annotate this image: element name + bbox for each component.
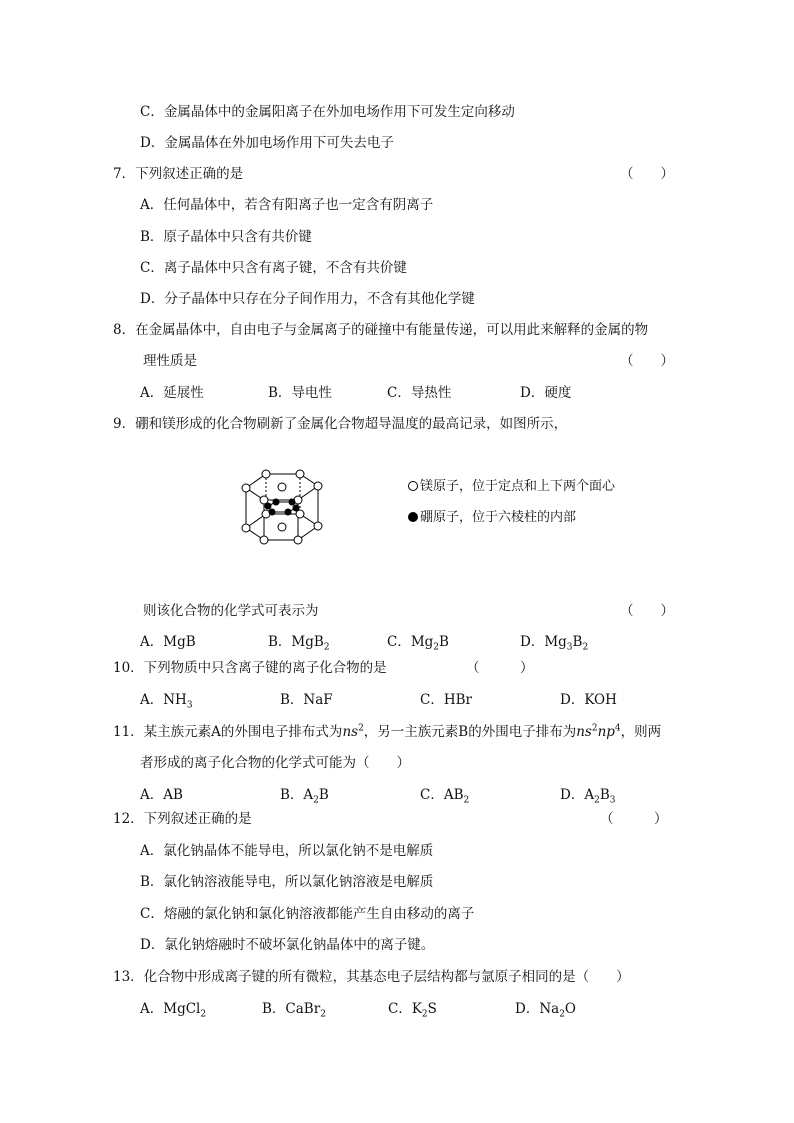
question-8: 8．在金属晶体中，自由电子与金属离子的碰撞中有能量传递，可以用此来解释的金属的物 bbox=[113, 322, 649, 338]
legend-magnesium: 镁原子，位于定点和上下两个面心 bbox=[408, 478, 615, 496]
q10-option-c: C．HBr bbox=[420, 692, 472, 708]
question-10: 10．下列物质中只含离子键的离子化合物的是 bbox=[113, 660, 387, 676]
answer-blank-10: （ ） bbox=[466, 660, 534, 676]
question-11: 11．某主族元素A的外围电子排布式为$ns^2$，另一主族元素B的外围电子排布为$ns^2np^4$，则两 bbox=[113, 723, 662, 740]
question-8-cont: 理性质是 bbox=[143, 353, 197, 369]
q7-option-a: A．任何晶体中，若含有阳离子也一定含有阴离子 bbox=[140, 197, 434, 213]
q11-option-b: B．$A_2B$ bbox=[280, 787, 329, 806]
question-9-ask: 则该化合物的化学式可表示为 bbox=[143, 603, 319, 619]
option-c-prev: C．金属晶体中的金属阳离子在外加电场作用下可发生定向移动 bbox=[140, 104, 515, 120]
mgb2-crystal-figure bbox=[236, 466, 326, 550]
q10-option-b: B．NaF bbox=[280, 692, 333, 708]
q9-option-a: A．MgB bbox=[140, 634, 196, 650]
q8-option-c: C．导热性 bbox=[387, 385, 452, 401]
answer-blank-8: （ ） bbox=[620, 353, 674, 369]
q8-option-d: D．硬度 bbox=[520, 385, 572, 401]
q9-option-c: C．$Mg_2B$ bbox=[387, 634, 449, 653]
question-13: 13．化合物中形成离子键的所有微粒，其基态电子层结构都与氩原子相同的是（ ） bbox=[113, 969, 630, 985]
q9-option-b: B．MgB$_2$ bbox=[268, 634, 330, 653]
question-12: 12．下列叙述正确的是 bbox=[113, 811, 252, 827]
q13-option-b: B．CaBr$_2$ bbox=[262, 1001, 326, 1020]
q7-option-b: B．原子晶体中只含有共价键 bbox=[140, 229, 312, 245]
q7-option-d: D．分子晶体中只存在分子间作用力，不含有其他化学键 bbox=[140, 291, 475, 307]
q12-option-b: B．氯化钠溶液能导电，所以氯化钠溶液是电解质 bbox=[140, 874, 434, 890]
question-9: 9．硼和镁形成的化合物刷新了金属化合物超导温度的最高记录，如图所示， bbox=[113, 416, 568, 432]
q9-option-d: D．$Mg_3B_2$ bbox=[520, 634, 589, 653]
answer-blank-9: （ ） bbox=[620, 603, 674, 619]
q12-option-a: A．氯化钠晶体不能导电，所以氯化钠不是电解质 bbox=[140, 843, 434, 859]
q13-option-d: D．$Na_2O$ bbox=[515, 1001, 576, 1020]
answer-blank-12: （ ） bbox=[600, 811, 668, 827]
q11-option-d: D．$A_2B_3$ bbox=[560, 787, 616, 806]
q8-option-a: A．延展性 bbox=[140, 385, 204, 401]
q11-option-a: A．AB bbox=[140, 787, 183, 803]
q10-option-d: D．KOH bbox=[560, 692, 617, 708]
filled-circle-icon bbox=[408, 512, 418, 522]
question-11-cont: 者形成的离子化合物的化学式可能为（ ） bbox=[140, 755, 410, 771]
answer-blank-7: （ ） bbox=[620, 166, 674, 182]
open-circle-icon bbox=[408, 481, 418, 491]
q11-option-c: C．$AB_2$ bbox=[420, 787, 470, 806]
q8-option-b: B．导电性 bbox=[268, 385, 332, 401]
q13-option-a: A．MgCl$_2$ bbox=[140, 1001, 207, 1020]
legend-boron: 硼原子，位于六棱柱的内部 bbox=[408, 509, 576, 527]
q10-option-a: A．$NH_3$ bbox=[140, 692, 193, 711]
q12-option-c: C．熔融的氯化钠和氯化钠溶液都能产生自由移动的离子 bbox=[140, 906, 475, 922]
q7-option-c: C．离子晶体中只含有离子键，不含有共价键 bbox=[140, 260, 407, 276]
question-7: 7．下列叙述正确的是 bbox=[113, 166, 244, 182]
q12-option-d: D．氯化钠熔融时不破坏氯化钠晶体中的离子键。 bbox=[140, 937, 435, 953]
q13-option-c: C．$K_2S$ bbox=[388, 1001, 437, 1020]
option-d-prev: D．金属晶体在外加电场作用下可失去电子 bbox=[140, 135, 394, 151]
